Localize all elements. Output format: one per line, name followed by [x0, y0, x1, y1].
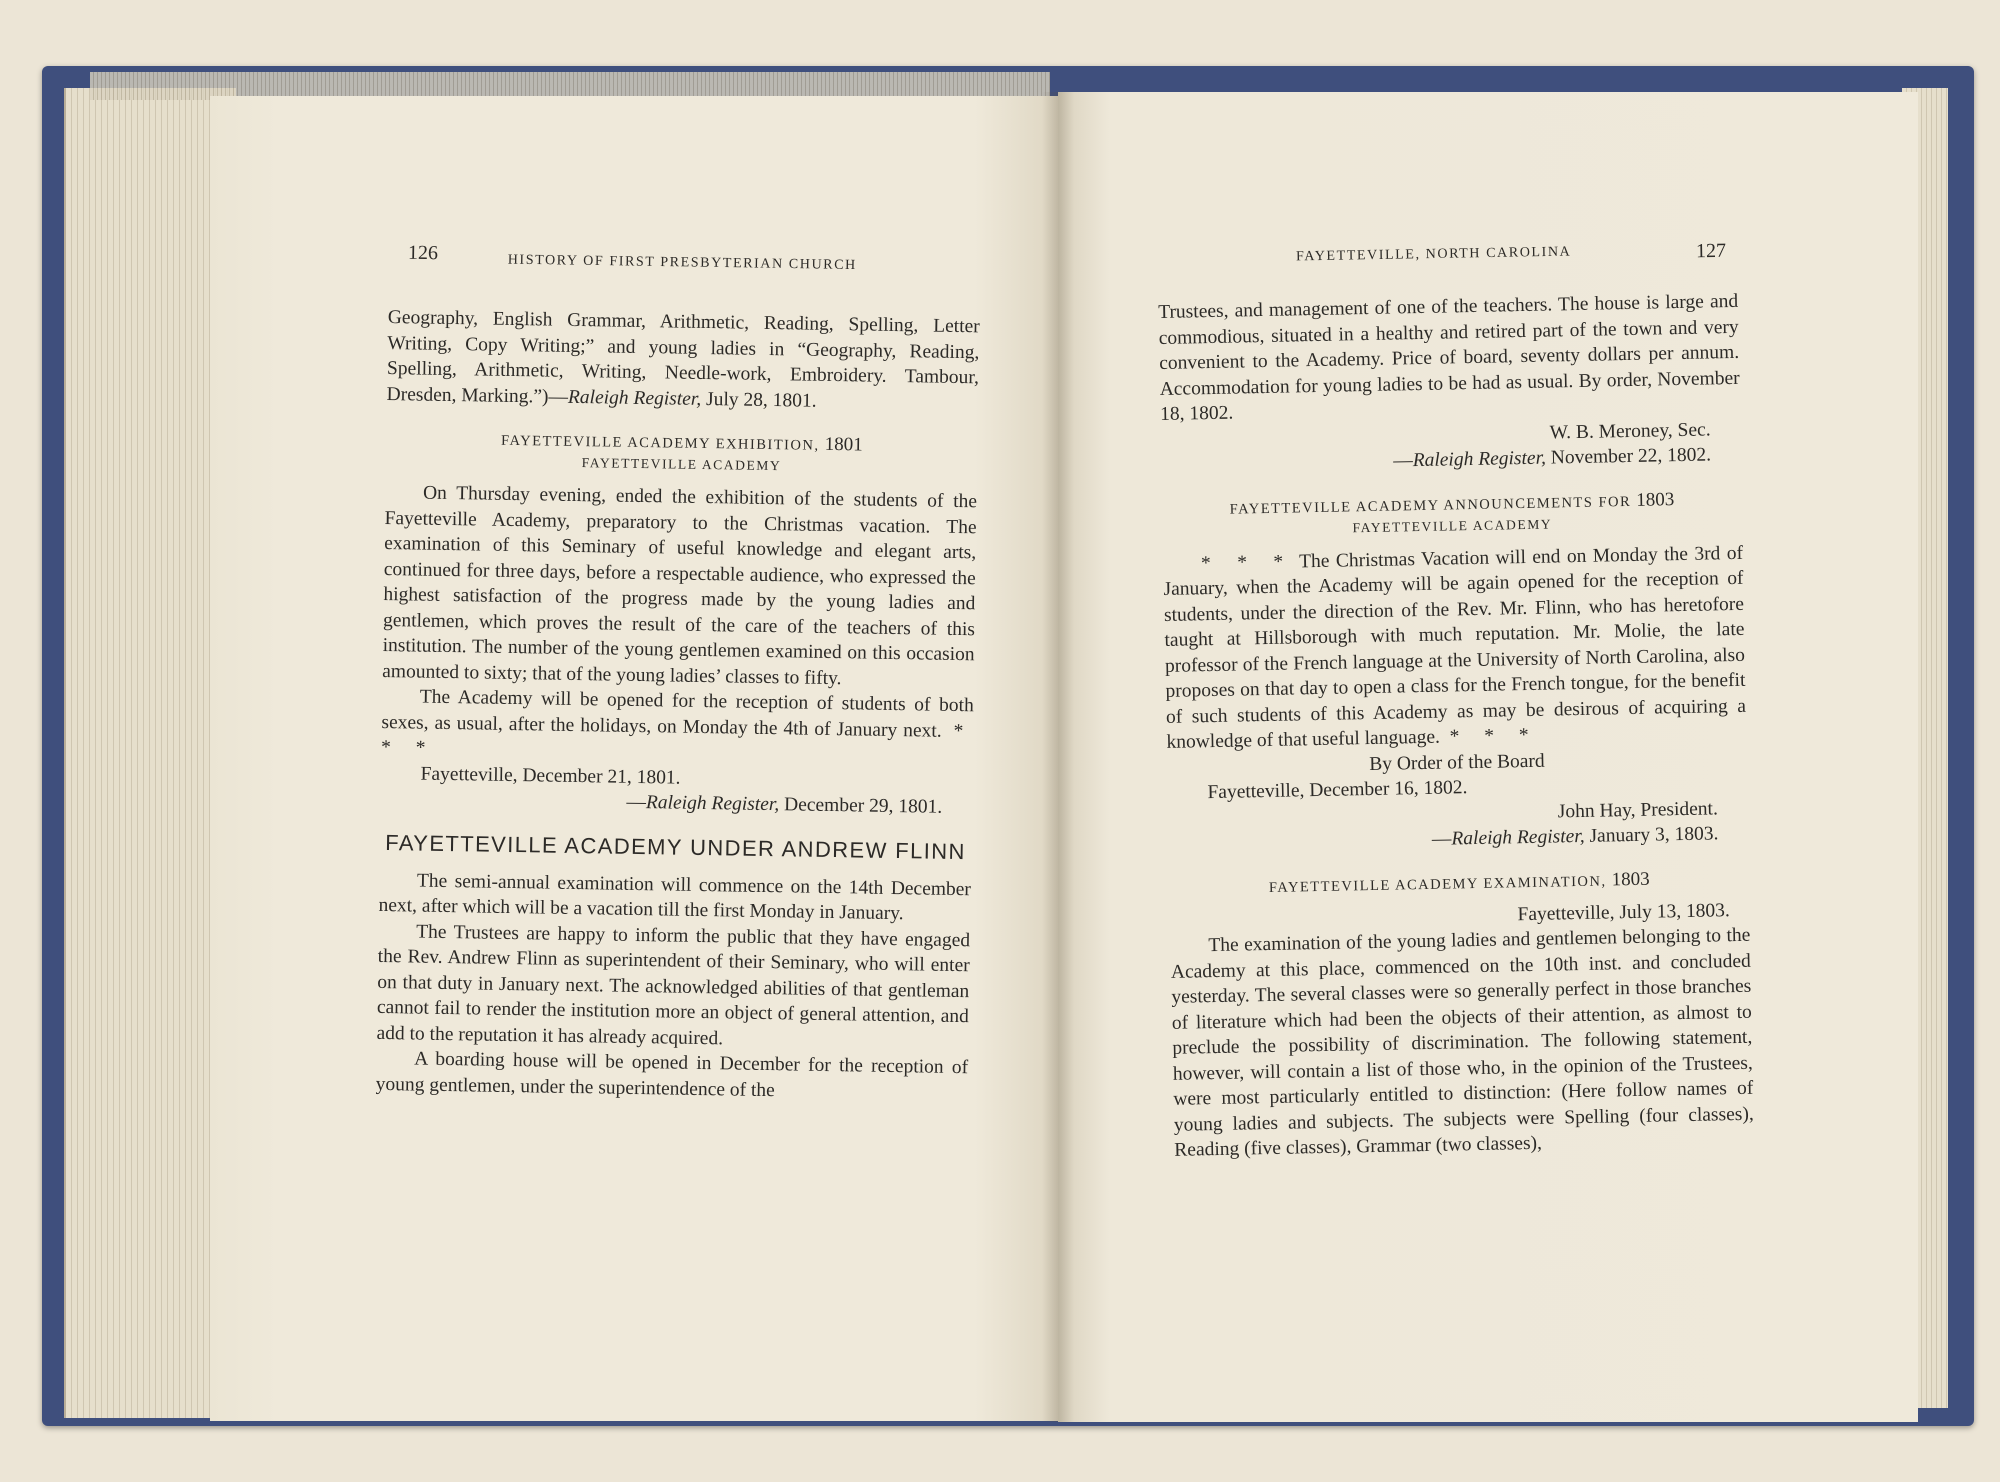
right-paragraph-2: * * * The Christmas Vacation will end on Monday the 3rd of January, when the Academy will be again opened for the reception of students, under the direction of the Rev. Mr. Flinn, who has heretofore taught at Hillsborough with much reputation. Mr. Molie, the late professor of the French language at the University of North Carolina, also proposes on that day to open a class for the French tongue, for the benefit of such students of this Academy as may be desirous of acquiring a knowledge of that useful language. * * * — [1163, 542, 1747, 753]
exhibition-heading: FAYETTEVILLE ACADEMY EXHIBITION, 1801 — [500, 432, 863, 456]
right-order-line: By Order of the Board — [1369, 750, 1545, 775]
right-running-head: FAYETTEVILLE, NORTH CAROLINA — [1295, 244, 1572, 265]
right-source-line-1: —Raleigh Register, November 22, 1802. — [1393, 444, 1712, 472]
left-paragraph-3: The Academy will be opened for the reception of students of both sexes, as usual, after the holidays, on Monday the 4th of January next. * * * — [380, 686, 974, 759]
exhibition-subheading: FAYETTEVILLE ACADEMY — [581, 455, 782, 474]
flinn-heading: FAYETTEVILLE ACADEMY UNDER ANDREW FLINN — [385, 829, 967, 864]
right-paragraph-1: Trustees, and management of one of the teachers. The house is large and commodious, situated in a healthy and retired part of the town and very convenient to the Academy. Price of board, seventy dollars per annum. Accommodation for young ladies to be had as usual. By order, November 18, 1802. — [1158, 290, 1740, 425]
left-source-line: —Raleigh Register, December 29, 1801. — [626, 791, 943, 818]
right-paragraph-3: The examination of the young ladies and gentlemen belonging to the Academy at this place, commenced on the 10th inst. and concluded yesterday. The several classes were so generally perfect in those branches of literature which had been the objects of their attention, as almost to preclude the possibility of discrimination. The following statement, however, will contain a list of those who, in the opinion of the Trustees, were most particularly entitled to distinction: (Here follow names of young ladies and subjects. The subjects were Spelling (four classes), Reading (five classes), Grammar (two classes), — [1170, 924, 1754, 1161]
left-paragraph-1: Geography, English Grammar, Arithmetic, Reading, Spelling, Letter Writing, Copy Writing;” and young ladies in “Geography, Reading, Spelling, Arithmetic, Writing, Needle-work, Embroidery. Tambour, Dresden, Marking.”)—Raleigh Register, July 28, 1801. — [386, 306, 980, 412]
left-paragraph-6: A boarding house will be opened in December for the reception of young gentlemen, under the superintendence of the — [375, 1048, 969, 1101]
left-paragraph-2: On Thursday evening, ended the exhibition of the students of the Fayetteville Academy, preparatory to the Christmas vacation. The examination of this Seminary of useful knowledge and elegant arts, continued for three days, before a respectable audience, who expressed the highest satisfaction of the progress made by the young ladies and gentlemen, which proves the result of the care of the teachers of this institution. The number of the young gentlemen examined on this occasion amounted to sixty; that of the young ladies’ classes to fifty. — [382, 482, 978, 689]
examination-heading: FAYETTEVILLE ACADEMY EXAMINATION, 1803 — [1268, 868, 1650, 896]
left-page-text — [376, 305, 980, 1106]
book-gutter — [1042, 92, 1074, 1422]
right-signer-2: John Hay, President. — [1557, 797, 1719, 822]
left-paragraph-4: The semi-annual examination will commence on the 14th December next, after which will be a vacation till the first Monday in January. — [378, 870, 972, 925]
source-citation: Raleigh Register, — [567, 386, 702, 410]
left-paragraph-5: The Trustees are happy to inform the public that they have engaged the Rev. Andrew Flinn as superintendent of their Seminary, who will enter on that duty in January next. The acknowledged abilities of that gentleman cannot fail to render the institution more an object of general attention, and add to the reputation it has already acquired. — [376, 921, 971, 1049]
right-signer-1: W. B. Meroney, Sec. — [1549, 418, 1711, 444]
right-dateline: Fayetteville, December 16, 1802. — [1207, 777, 1468, 804]
right-page-text — [1158, 289, 1754, 1163]
left-page-number: 126 — [407, 241, 439, 265]
right-page-number: 127 — [1695, 239, 1727, 263]
right-source-line-2: —Raleigh Register, January 3, 1803. — [1431, 823, 1719, 850]
left-dateline: Fayetteville, December 21, 1801. — [420, 763, 681, 789]
announcements-heading: FAYETTEVILLE ACADEMY ANNOUNCEMENTS FOR 1803 — [1229, 488, 1675, 518]
left-running-head-text: HISTORY OF FIRST PRESBYTERIAN CHURCH — [507, 252, 857, 274]
announcements-subheading: FAYETTEVILLE ACADEMY — [1352, 515, 1553, 535]
examination-dateline: Fayetteville, July 13, 1803. — [1517, 899, 1731, 925]
